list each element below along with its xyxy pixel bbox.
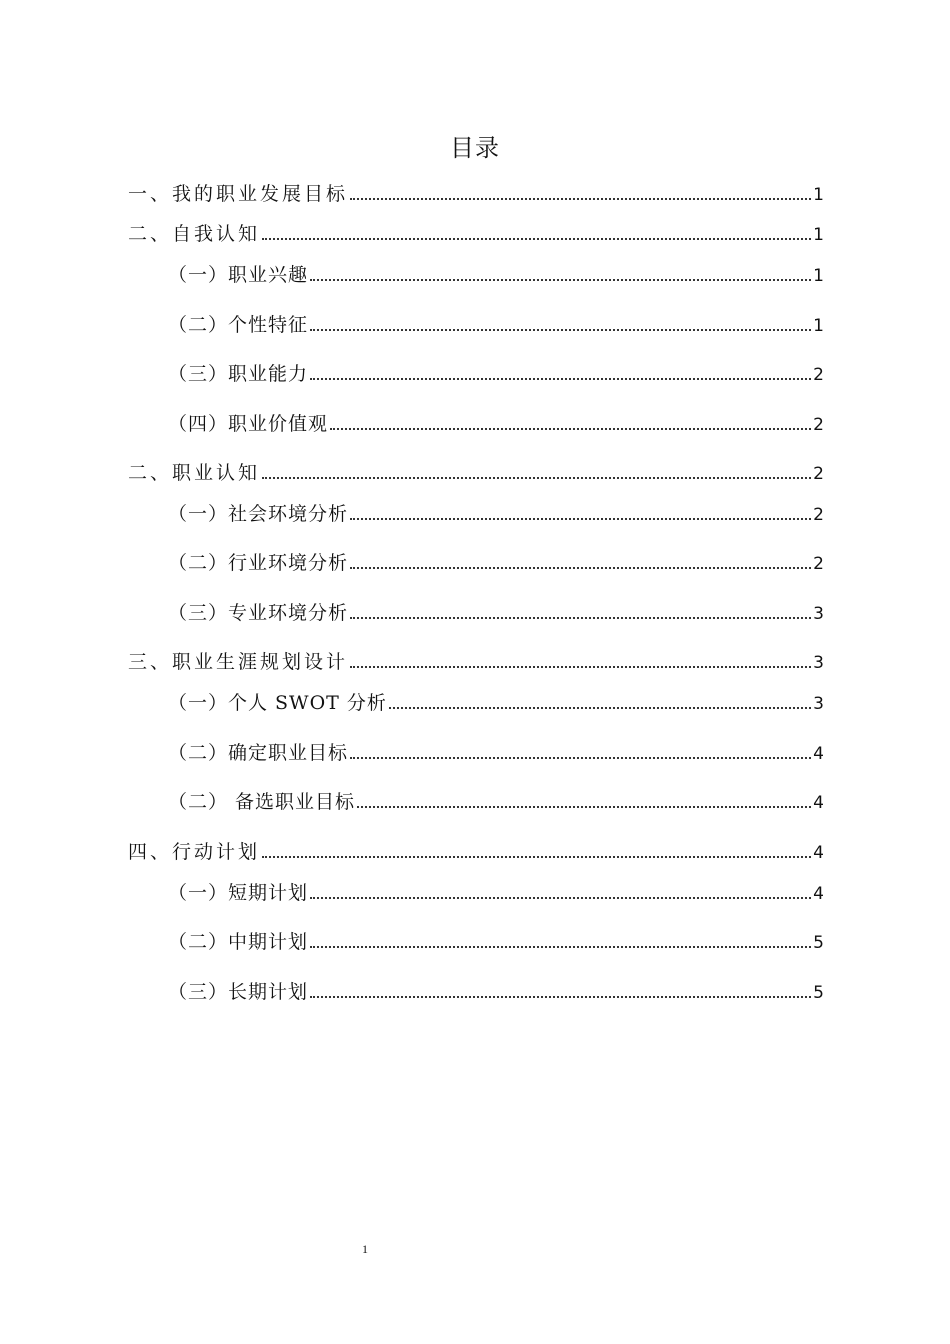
toc-entry-page: 4 xyxy=(813,793,824,813)
toc-entry-text: 二、自我认知 xyxy=(128,223,261,245)
toc-entry[interactable] xyxy=(128,460,824,486)
toc-dot-leader xyxy=(350,198,811,200)
toc-entry[interactable] xyxy=(128,221,824,247)
toc-entry-page: 3 xyxy=(813,604,824,624)
toc-entry[interactable] xyxy=(168,789,824,815)
toc-dot-leader xyxy=(310,329,811,331)
toc-entry-text: 一、我的职业发展目标 xyxy=(128,183,349,205)
toc-entry[interactable] xyxy=(128,649,824,675)
toc-entry-text: （二）个性特征 xyxy=(168,314,309,336)
toc-entry-page: 2 xyxy=(813,554,824,574)
toc-entry-page: 5 xyxy=(813,983,824,1003)
toc-entry[interactable] xyxy=(168,880,824,906)
toc-entry-page: 3 xyxy=(813,694,824,714)
toc-dot-leader xyxy=(350,666,811,668)
toc-entry-text: （二）中期计划 xyxy=(168,931,309,953)
toc-entry-text: （三）长期计划 xyxy=(168,981,309,1003)
toc-entry-page: 2 xyxy=(813,365,824,385)
toc-entry-page: 4 xyxy=(813,744,824,764)
toc-entry-text: （一）短期计划 xyxy=(168,882,309,904)
toc-entry-page: 2 xyxy=(813,505,824,525)
toc-entry[interactable] xyxy=(168,979,824,1005)
toc-entry[interactable] xyxy=(168,312,824,338)
toc-dot-leader xyxy=(350,567,811,569)
toc-title: 目录 xyxy=(450,134,500,162)
toc-entry-text: （二） 备选职业目标 xyxy=(168,791,356,813)
footer-page-number: 1 xyxy=(362,1242,368,1256)
toc-entry-text: （一）个人 SWOT 分析 xyxy=(168,692,387,714)
toc-entry-page: 1 xyxy=(813,266,824,286)
toc-dot-leader xyxy=(310,897,811,899)
toc-entry[interactable] xyxy=(168,361,824,387)
toc-dot-leader xyxy=(330,428,811,430)
toc-dot-leader xyxy=(310,996,811,998)
toc-dot-leader xyxy=(310,378,811,380)
toc-dot-leader xyxy=(310,946,811,948)
toc-entry-text: （二）确定职业目标 xyxy=(168,742,349,764)
toc-entry-text: （二）行业环境分析 xyxy=(168,552,349,574)
toc-entry[interactable] xyxy=(168,501,824,527)
toc-dot-leader xyxy=(350,518,811,520)
toc-entry[interactable] xyxy=(168,600,824,626)
toc-dot-leader xyxy=(262,477,811,479)
toc-entry[interactable] xyxy=(168,740,824,766)
toc-entry-text: （一）职业兴趣 xyxy=(168,264,309,286)
toc-dot-leader xyxy=(357,806,811,808)
toc-dot-leader xyxy=(262,856,811,858)
toc-entry[interactable] xyxy=(128,181,824,207)
toc-entry-page: 1 xyxy=(813,185,824,205)
toc-entry-text: （三）职业能力 xyxy=(168,363,309,385)
toc-dot-leader xyxy=(310,279,811,281)
toc-entry-text: 三、职业生涯规划设计 xyxy=(128,651,349,673)
toc-dot-leader xyxy=(262,238,811,240)
toc-entry-page: 2 xyxy=(813,415,824,435)
toc-entry-text: （三）专业环境分析 xyxy=(168,602,349,624)
toc-dot-leader xyxy=(389,707,811,709)
toc-entry[interactable] xyxy=(168,690,824,716)
toc-dot-leader xyxy=(350,757,811,759)
toc-entry[interactable] xyxy=(168,262,824,288)
toc-dot-leader xyxy=(350,617,811,619)
toc-entry[interactable] xyxy=(128,839,824,865)
toc-entry-page: 5 xyxy=(813,933,824,953)
toc-entry-page: 1 xyxy=(813,225,824,245)
toc-entry-text: 二、职业认知 xyxy=(128,462,261,484)
toc-entry-text: （四）职业价值观 xyxy=(168,413,329,435)
toc-entry-text: （一）社会环境分析 xyxy=(168,503,349,525)
toc-entry[interactable] xyxy=(168,929,824,955)
toc-entry-page: 4 xyxy=(813,884,824,904)
toc-entry-page: 2 xyxy=(813,464,824,484)
toc-entry-page: 3 xyxy=(813,653,824,673)
toc-entry[interactable] xyxy=(168,411,824,437)
toc-entry[interactable] xyxy=(168,550,824,576)
toc-entry-text: 四、行动计划 xyxy=(128,841,261,863)
toc-entry-page: 4 xyxy=(813,843,824,863)
toc-entry-page: 1 xyxy=(813,316,824,336)
